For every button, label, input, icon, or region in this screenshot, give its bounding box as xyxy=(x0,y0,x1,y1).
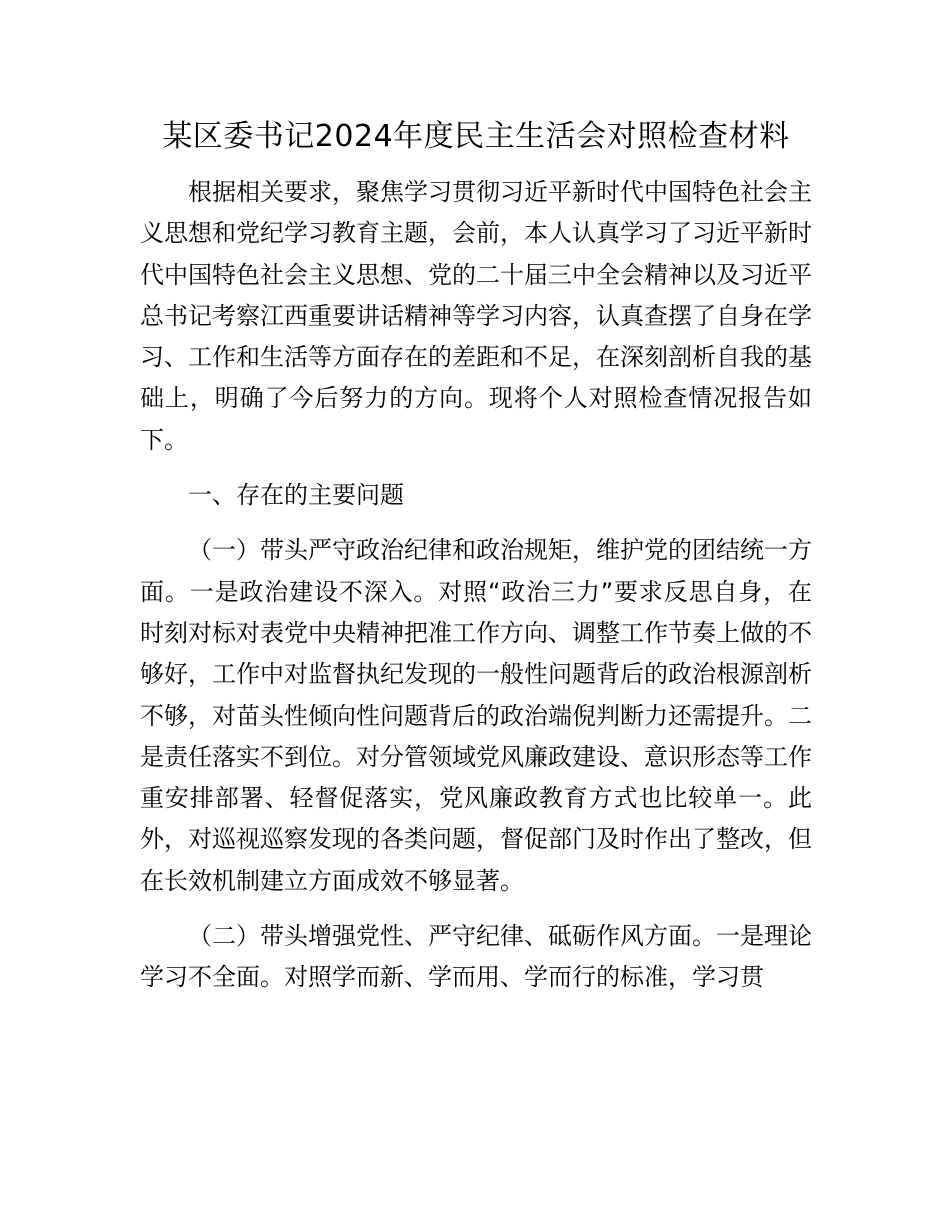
subsection-2-paragraph: （二）带头增强党性、严守纪律、砥砺作风方面。一是理论学习不全面。对照学而新、学而用、学而行的标准，学习贯 xyxy=(140,922,812,992)
intro-paragraph: 根据相关要求，聚焦学习贯彻习近平新时代中国特色社会主义思想和党纪学习教育主题，会前，本人认真学习了习近平新时代中国特色社会主义思想、党的二十届三中全会精神以及习近平总书记考察江西重要讲话精神等学习内容，认真查摆了自身在学习、工作和生活等方面存在的差距和不足，在深刻剖析自我的基础上，明确了今后努力的方向。现将个人对照检查情况报告如下。 xyxy=(140,178,812,454)
section-heading: 一、存在的主要问题 xyxy=(188,481,404,510)
document-title: 某区委书记2024年度民主生活会对照检查材料 xyxy=(162,119,790,154)
subsection-1-paragraph: （一）带头严守政治纪律和政治规矩，维护党的团结统一方面。一是政治建设不深入。对照“政治三力”要求反思自身，在时刻对标对表党中央精神把准工作方向、调整工作节奏上做的不够好，工作中对监督执纪发现的一般性问题背后的政治根源剖析不够，对苗头性倾向性问题背后的政治端倪判断力还需提升。二是责任落实不到位。对分管领域党风廉政建设、意识形态等工作重安排部署、轻督促落实，党风廉政教育方式也比较单一。此外，对巡视巡察发现的各类问题，督促部门及时作出了整改，但在长效机制建立方面成效不够显著。 xyxy=(140,536,812,895)
document-page xyxy=(140,112,812,999)
